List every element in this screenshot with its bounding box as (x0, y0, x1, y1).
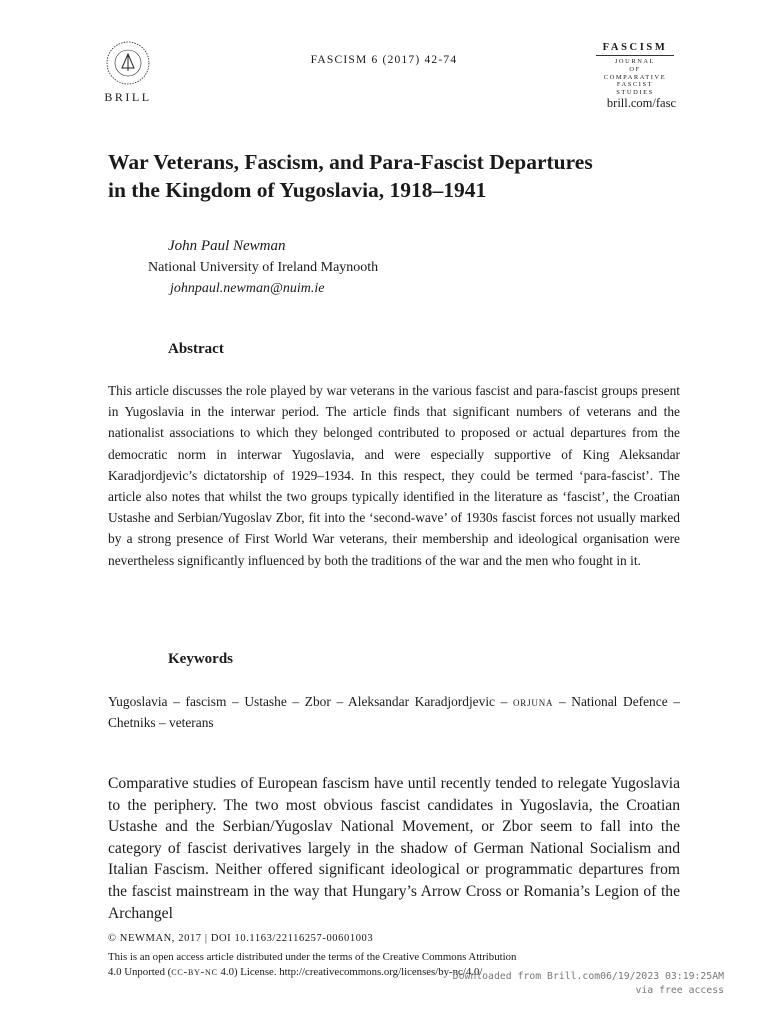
article-title-line-1: War Veterans, Fascism, and Para-Fascist Departures (108, 150, 593, 174)
keywords-part-1: Yugoslavia – fascism – Ustashe – Zbor – Aleksandar Karadjordjevic – (108, 694, 513, 709)
journal-masthead (590, 42, 680, 97)
keywords-part-2: – National Defence – Chetniks – veterans (108, 694, 680, 731)
publisher-logo (96, 40, 160, 110)
download-line-2: via free access (635, 985, 724, 996)
journal-title: FASCISM (602, 42, 668, 53)
article-title-line-2: in the Kingdom of Yugoslavia, 1918–1941 (108, 178, 487, 202)
abstract-heading: Abstract (168, 341, 224, 357)
license-pre: 4.0 Unported ( (108, 966, 172, 978)
author-name: John Paul Newman (168, 238, 286, 254)
journal-subtitle-4: FASCIST (616, 81, 654, 89)
journal-subtitle-5: STUDIES (616, 89, 654, 97)
license-post: 4.0) License. http://creativecommons.org/licenses/by-nc/4.0/ (217, 966, 483, 978)
keywords-text (108, 691, 680, 733)
author-affiliation: National University of Ireland Maynooth (148, 260, 379, 275)
body-paragraph: Comparative studies of European fascism have until recently tended to relegate Yugoslavia to the periphery. The two most obvious fascist candidates in Yugoslavia, the Croatian Ustashe and the Serbian/Yugoslav National Movement, or Zbor seem to fall into the category of fascist derivatives largely in the shadow of German National Socialism and Italian Fascism. Neither offered significant ideological or programmatic departures from the fascist mainstream in the way that Hungary’s Arrow Cross or Romania’s Legion of the Archangel (108, 775, 680, 922)
download-line-1: Downloaded from Brill.com06/19/2023 03:19:25AM (452, 971, 724, 982)
copyright-doi: © NEWMAN, 2017 | DOI 10.1163/22116257-00601003 (108, 933, 374, 944)
journal-subtitle-1: JOURNAL (614, 58, 656, 65)
journal-subtitle-3: COMPARATIVE (603, 73, 667, 81)
author-email[interactable]: johnpaul.newman@nuim.ie (170, 281, 325, 296)
running-head: FASCISM 6 (2017) 42-74 (310, 54, 458, 66)
publisher-name: BRILL (104, 90, 152, 104)
abstract-text: This article discusses the role played by war veterans in the various fascist and para-fascist groups present in Yugoslavia in the interwar period. The article finds that significant numbers of veterans and the nationalist associations to which they belonged contributed to proposed or actual departures from the democratic norm in interwar Yugoslavia, and were especially supportive of King Aleksandar Karadjordjevic’s dictatorship of 1929–1934. In this respect, they could be termed ‘para-fascist’. The article also notes that whilst the two groups typically identified in the literature as ‘fascist’, the Croatian Ustashe and Serbian/Yugoslav Zbor, fit into the ‘second-wave’ of 1930s fascist forces not usually marked by a strong presence of First World War veterans, their membership and ideological organisation were nevertheless significantly influenced by both the traditions of the war and the men who fought in it. (108, 383, 680, 568)
journal-subtitle-2: OF (629, 65, 641, 73)
journal-url[interactable]: brill.com/fasc (606, 96, 676, 110)
journal-rule (596, 55, 674, 56)
license-code: cc-by-nc (171, 966, 218, 978)
license-line-1: This is an open access article distributed under the terms of the Creative Commons Attribution (108, 951, 517, 963)
keyword-orjuna: orjuna (512, 694, 554, 709)
article-title (108, 148, 708, 204)
download-watermark (424, 970, 724, 998)
keywords-heading: Keywords (168, 651, 233, 667)
